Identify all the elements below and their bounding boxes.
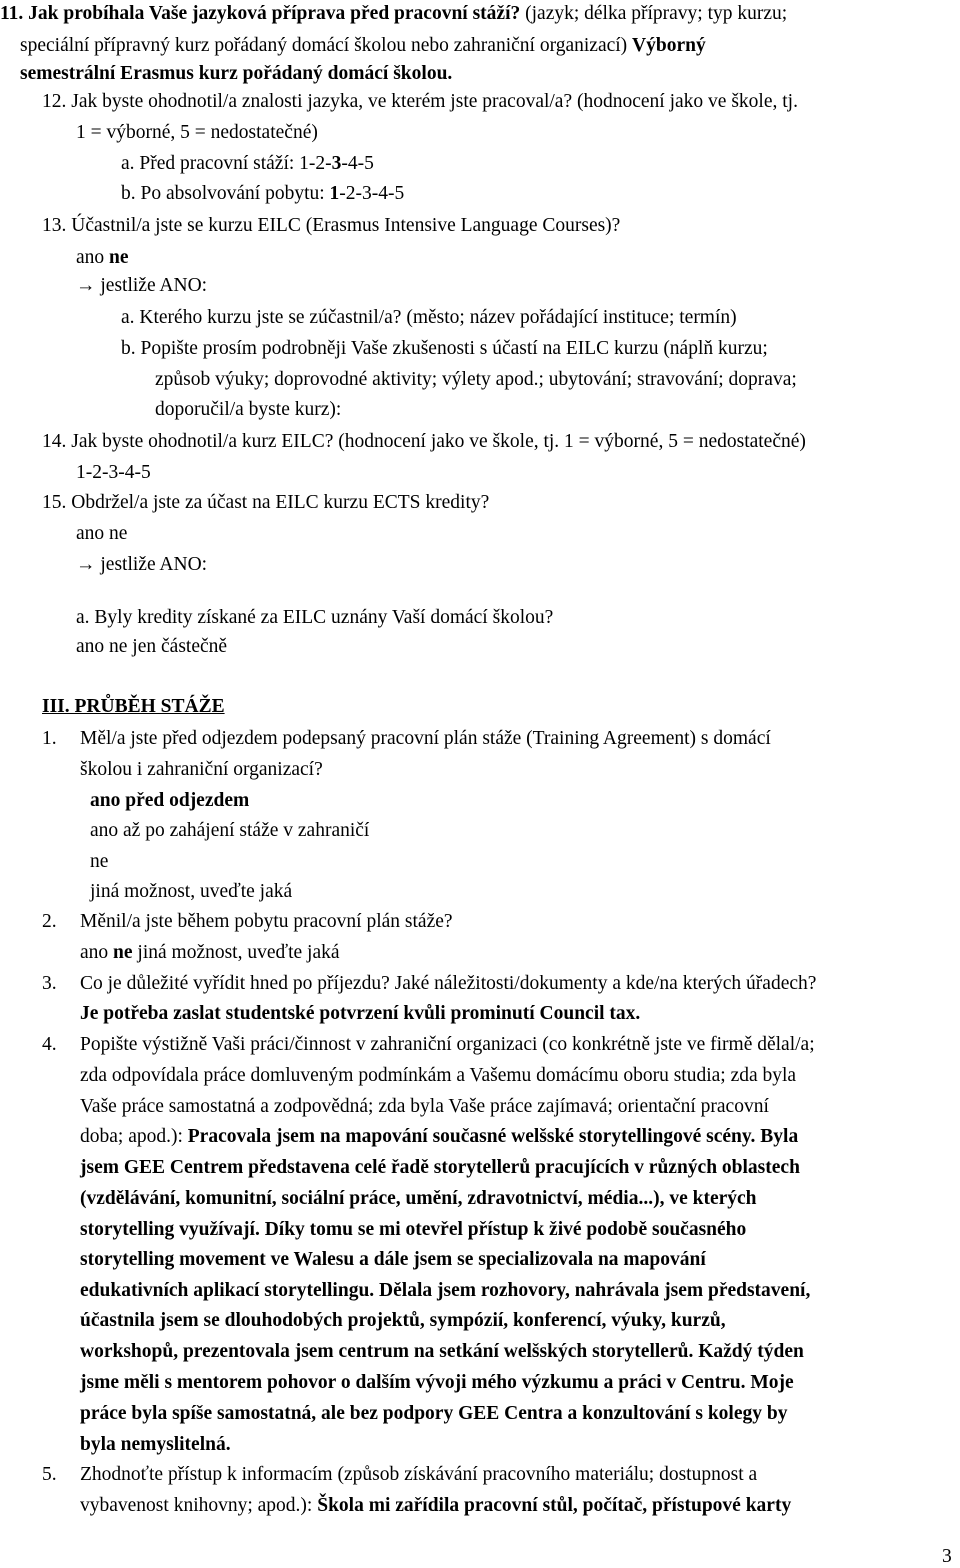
s4-question-1: Popište výstižně Vaši práci/činnost v zahraniční organizaci (co konkrétně jste ve firmě dělal/a; [80, 1034, 815, 1055]
s4-num [42, 1033, 57, 1057]
q12-b [121, 182, 404, 206]
q13-a-text: Kterého kurzu jste se zúčastnil/a? (město; název pořádající instituce; termín) [139, 307, 737, 328]
q13-option-ano: ano [76, 247, 110, 268]
s1-number: 1. [42, 728, 57, 749]
s5-answer: Škola mi zařídila pracovní stůl, počítač, přístupové karty [317, 1495, 792, 1516]
q13-b-text-2: způsob výuky; doprovodné aktivity; výlety apod.; ubytování; stravování; doprava; [155, 369, 797, 390]
q13-b-text-3: doporučil/a byste kurz): [155, 399, 342, 420]
s4-line3 [80, 1095, 769, 1119]
s1-question-cont: školou i zahraniční organizací? [80, 759, 323, 780]
q13-condition-text: → jestliže ANO: [76, 275, 208, 296]
q13-b [121, 337, 768, 361]
q12-a-text-end: -4-5 [341, 153, 374, 174]
q13-a-label: a. [121, 307, 135, 328]
s4-ans8 [80, 1371, 794, 1395]
q13-options [76, 246, 129, 270]
q12-a [121, 152, 374, 176]
q15-line1 [42, 491, 489, 515]
s4-ans6 [80, 1309, 726, 1333]
q15-condition [76, 553, 207, 577]
q12-scale: 1 = výborné, 5 = nedostatečné) [76, 122, 318, 143]
q11-answer: semestrální Erasmus kurz pořádaný domácí školou. [20, 63, 453, 84]
q11-line3 [20, 62, 452, 86]
q15-a-options [76, 635, 227, 659]
q12-line1 [42, 90, 798, 114]
q12-line2 [76, 121, 318, 145]
s4-answer-line: edukativních aplikací storytellingu. Dělala jsem rozhovory, nahrávala jsem představení, [80, 1280, 811, 1301]
s4-answer-line: (vzdělávání, komunitní, sociální práce, umění, zdravotnictví, média...), ve kterých [80, 1188, 757, 1209]
s4-answer-line: workshopů, prezentovala jsem centrum na setkání welšských storytellerů. Každý týden [80, 1341, 804, 1362]
q11-hint: (jazyk; délka přípravy; typ kurzu; [520, 3, 788, 24]
s3-question: Co je důležité vyřídit hned po příjezdu? Jaké náležitosti/dokumenty a kde/na kterých úřadech? [80, 973, 817, 994]
s5-number: 5. [42, 1464, 57, 1485]
s4-ans5 [80, 1279, 810, 1303]
q15-condition-text: → jestliže ANO: [76, 554, 208, 575]
s3-answer [80, 1002, 640, 1026]
q12-b-text-end: -2-3-4-5 [339, 183, 405, 204]
q13-b-text: Popište prosím podrobněji Vaše zkušenosti s účastí na EILC kurzu (náplň kurzu; [140, 338, 768, 359]
s4-ans3 [80, 1218, 746, 1242]
q13-condition [76, 274, 207, 298]
s5-num [42, 1463, 57, 1487]
s1-opt3 [90, 850, 108, 874]
s4-answer-line: účastnila jsem se dlouhodobých projektů, sympózií, konferencí, výuky, kurzů, [80, 1310, 726, 1331]
s4-ans7 [80, 1340, 804, 1364]
q14-line2 [76, 461, 151, 485]
q12-question: 12. Jak byste ohodnotil/a znalosti jazyka, ve kterém jste pracoval/a? (hodnocení jako ve škole, tj. [42, 91, 798, 112]
s1-option-3: ne [90, 851, 109, 872]
q12-a-text: Před pracovní stáží: 1-2- [139, 153, 332, 174]
s1-option-2: ano až po zahájení stáže v zahraničí [90, 820, 370, 841]
s4-answer-line: jsem GEE Centrem představena celé řadě storytellerů pracujících v různých oblastech [80, 1157, 800, 1178]
s4-answer-line: storytelling využívají. Díky tomu se mi otevřel přístup k živé podobě současného [80, 1219, 747, 1240]
page-number: 3 [942, 1546, 952, 1567]
s4-ans10 [80, 1433, 231, 1457]
s2-number: 2. [42, 911, 57, 932]
q13-b-line3 [155, 398, 341, 422]
s2-question: Měnil/a jste během pobytu pracovní plán stáže? [80, 911, 453, 932]
q15-question: 15. Obdržel/a jste za účast na EILC kurzu ECTS kredity? [42, 492, 490, 513]
s4-number: 4. [42, 1034, 57, 1055]
q14-scale: 1-2-3-4-5 [76, 462, 151, 483]
s1-question: Měl/a jste před odjezdem podepsaný pracovní plán stáže (Training Agreement) s domácí [80, 728, 771, 749]
s5-line2 [80, 1494, 791, 1518]
s1-option-4: jiná možnost, uveďte jaká [90, 881, 293, 902]
s4-answer-line: byla nemyslitelná. [80, 1434, 231, 1455]
s4-answer-line: storytelling movement ve Walesu a dále jsem se specializovala na mapování [80, 1249, 706, 1270]
s4-answer-line: jsme měli s mentorem pohovor o dalším vývoji mého výzkumu a práci v Centru. Moje [80, 1372, 794, 1393]
q14-line1 [42, 430, 806, 454]
q13-line1 [42, 214, 620, 238]
s4-line2 [80, 1064, 796, 1088]
s4-line4 [80, 1125, 798, 1149]
q12-b-label: b. [121, 183, 136, 204]
q13-question: 13. Účastnil/a jste se kurzu EILC (Erasmus Intensive Language Courses)? [42, 215, 621, 236]
s3-number: 3. [42, 973, 57, 994]
s1-option-selected: ano před odjezdem [90, 790, 250, 811]
s4-ans1 [80, 1156, 800, 1180]
s4-ans9 [80, 1402, 787, 1426]
q11-question: 11. Jak probíhala Vaše jazyková příprava před pracovní stáží? [0, 3, 521, 24]
q11-line1 [0, 2, 787, 26]
s4-answer-start: Pracovala jsem na mapování současné welšské storytellingové scény. Byla [187, 1126, 799, 1147]
q14-question: 14. Jak byste ohodnotil/a kurz EILC? (hodnocení jako ve škole, tj. 1 = výborné, 5 = nedostatečné) [42, 431, 806, 452]
s5-line1 [80, 1463, 757, 1487]
s4-line1 [80, 1033, 815, 1057]
q11-hint-cont: speciální přípravný kurz pořádaný domácí školou nebo zahraniční organizací) [20, 35, 633, 56]
s3-line1 [80, 972, 816, 996]
s5-question-2: vybavenost knihovny; apod.): [80, 1495, 318, 1516]
q12-a-selected: 3 [331, 153, 342, 174]
s1-opt4 [90, 880, 292, 904]
s1-opt2 [90, 819, 369, 843]
q12-b-selected: 1 [329, 183, 340, 204]
s4-question-3: Vaše práce samostatná a zodpovědná; zda byla Vaše práce zajímavá; orientační pracovní [80, 1096, 769, 1117]
s2-num [42, 910, 57, 934]
q11-line2 [20, 34, 706, 58]
s4-ans2 [80, 1187, 757, 1211]
q13-b-label: b. [121, 338, 136, 359]
q15-options [76, 522, 127, 546]
s4-question-4: doba; apod.): [80, 1126, 188, 1147]
s1-num [42, 727, 57, 751]
q15-a-options-text: ano ne jen částečně [76, 636, 228, 657]
s4-answer-line: práce byla spíše samostatná, ale bez podpory GEE Centra a konzultování s kolegy by [80, 1403, 788, 1424]
q15-a [76, 606, 553, 630]
q15-a-text: a. Byly kredity získané za EILC uznány Vaší domácí školou? [76, 607, 554, 628]
s1-line2 [80, 758, 323, 782]
section-title [42, 695, 225, 719]
q12-a-label: a. [121, 153, 135, 174]
section-title-text: III. PRŮBĚH STÁŽE [42, 696, 225, 717]
s4-question-2: zda odpovídala práce domluveným podmínkám a Vašemu domácímu oboru studia; zda byla [80, 1065, 797, 1086]
s1-opt1 [90, 789, 249, 813]
s1-line1 [80, 727, 771, 751]
s2-line1 [80, 910, 453, 934]
q15-options-text: ano ne [76, 523, 128, 544]
s5-question-1: Zhodnoťte přístup k informacím (způsob získávání pracovního materiálu; dostupnost a [80, 1464, 758, 1485]
s3-num [42, 972, 57, 996]
q13-a [121, 306, 737, 330]
s2-option-ne: ne [113, 942, 133, 963]
q13-b-line2 [155, 368, 797, 392]
s2-option-other: jiná možnost, uveďte jaká [132, 942, 340, 963]
s2-options [80, 941, 340, 965]
q11-answer-start: Výborný [632, 35, 706, 56]
q12-b-text: Po absolvování pobytu: [140, 183, 330, 204]
s3-answer-text: Je potřeba zaslat studentské potvrzení kvůli prominutí Council tax. [80, 1003, 641, 1024]
s4-ans4 [80, 1248, 706, 1272]
q13-option-ne: ne [109, 247, 129, 268]
s2-option-ano: ano [80, 942, 114, 963]
